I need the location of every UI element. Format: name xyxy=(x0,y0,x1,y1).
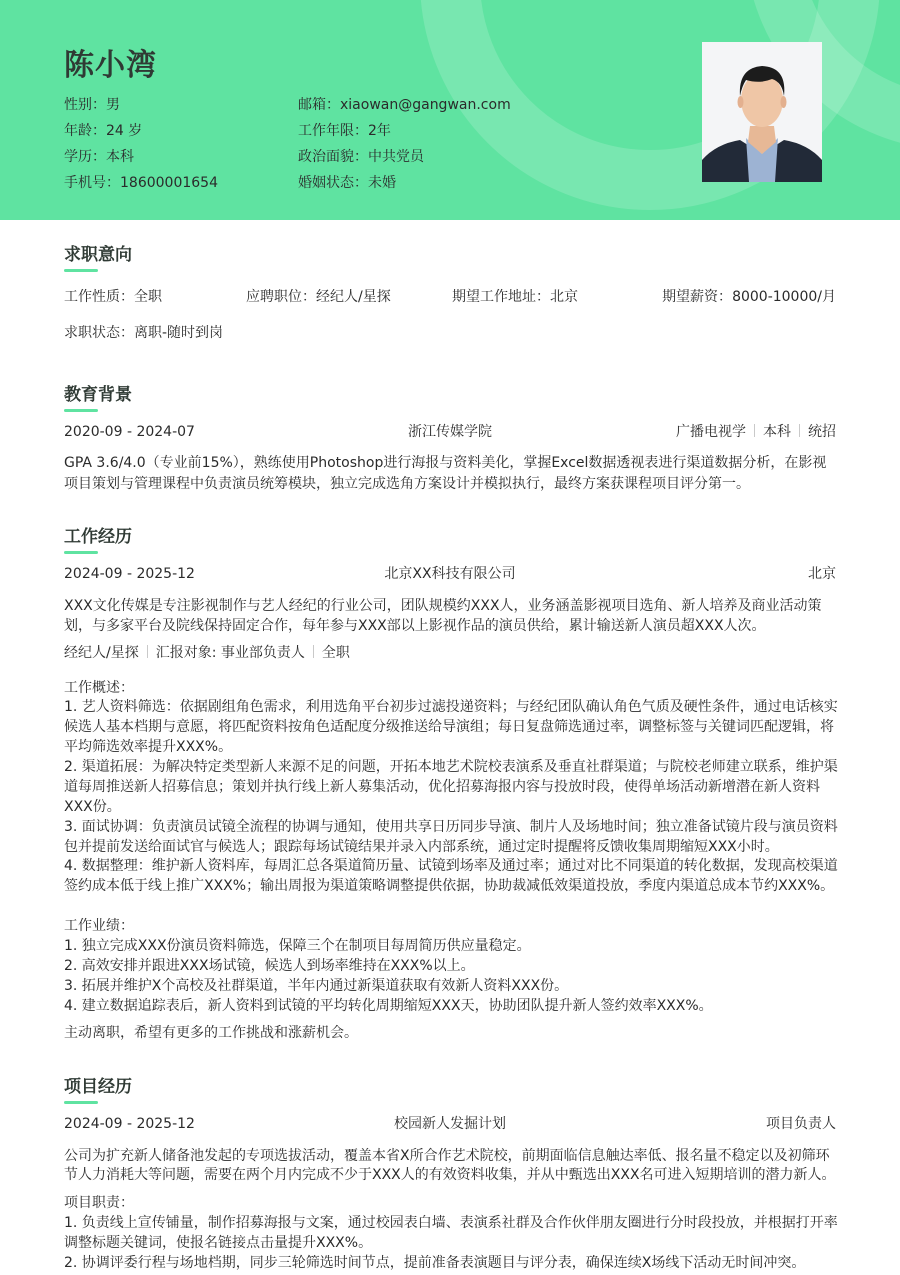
project-intro-line: 公司为扩充新人储备池发起的专项选拔活动，覆盖本省X所合作艺术院校，前期面临信息触达率低、报名量不稳定以及初筛环 xyxy=(64,1148,830,1164)
work-result-line: 2. 高效安排并跟进XXX场试镜，候选人到场率维持在XXX%以上。 xyxy=(64,958,475,974)
work-overview-line: 道每周推送新人招募信息；策划并执行线上新人募集活动，优化招募海报内容与投放时段，使得单场活动新增潜在新人资料 xyxy=(64,779,820,795)
resume-header xyxy=(0,0,900,220)
info-value: 男 xyxy=(106,97,120,113)
project-duty-line: 2. 协调评委行程与场地档期，同步三轮筛选时间节点，提前准备表演题目与评分表，确保连续X场线下活动无时间冲突。 xyxy=(64,1255,806,1271)
info-label: 手机号： xyxy=(64,175,120,191)
work-overview-line: XXX份。 xyxy=(64,799,121,815)
intent-label: 求职状态： xyxy=(64,325,134,341)
intent-status xyxy=(64,323,223,343)
intent-value: 离职-随时到岗 xyxy=(134,325,224,341)
candidate-name: 陈小湾 xyxy=(64,48,157,83)
work-overview-line: 工作概述： xyxy=(64,680,134,696)
info-value: 18600001654 xyxy=(120,175,218,191)
section-underline xyxy=(64,551,98,554)
divider xyxy=(799,424,800,437)
work-overview-line: 包并提前发送给面试官与候选人；跟踪每场试镜结果并录入内部系统，通过定时提醒将反馈收集周期缩短XXX小时。 xyxy=(64,839,779,855)
divider xyxy=(313,645,314,658)
intent-label: 应聘职位： xyxy=(246,289,316,305)
education-degree: 本科 xyxy=(763,424,791,440)
intent-label: 工作性质： xyxy=(64,289,134,305)
work-overview-line: 3. 面试协调：负责演员试镜全流程的协调与通知，使用共享日历同步导演、制片人及场地时间；独立准备试镜片段与演员资料 xyxy=(64,819,838,835)
info-label: 工作年限： xyxy=(298,123,368,139)
intent-value: 北京 xyxy=(550,289,578,305)
profile-photo xyxy=(702,42,822,182)
intent-value: 8000-10000/月 xyxy=(732,289,836,305)
section-title-work: 工作经历 xyxy=(64,527,132,547)
intent-value: 全职 xyxy=(134,289,162,305)
intent-position xyxy=(246,287,391,307)
info-phone xyxy=(64,174,218,192)
info-label: 年龄： xyxy=(64,123,106,139)
section-underline xyxy=(64,269,98,272)
info-value: 未婚 xyxy=(368,175,396,191)
work-report-to: 汇报对象: 事业部负责人 xyxy=(155,645,305,661)
info-value: 中共党员 xyxy=(368,149,424,165)
project-duty-line: 调整标题关键词，使报名链接点击量提升XXX%。 xyxy=(64,1235,373,1251)
intent-location xyxy=(452,287,578,307)
info-email xyxy=(298,96,511,114)
intent-work-type xyxy=(64,287,162,307)
work-overview-line: 2. 渠道拓展：为解决特定类型新人来源不足的问题，开拓本地艺术院校表演系及垂直社群渠道；与院校老师建立联系，维护渠 xyxy=(64,759,838,775)
work-overview-line: 4. 数据整理：维护新人资料库，每周汇总各渠道简历量、试镜到场率及通过率；通过对比不同渠道的转化数据，发现高校渠道 xyxy=(64,858,838,874)
project-duty-line: 1. 负责线上宣传铺量，制作招募海报与文案，通过校园表白墙、表演系社群及合作伙伴朋友圈进行分时段投放，并根据打开率 xyxy=(64,1215,838,1231)
info-label: 性别： xyxy=(64,97,106,113)
work-result-line: 工作业绩： xyxy=(64,918,134,934)
divider xyxy=(147,645,148,658)
work-result-line: 4. 建立数据追踪表后，新人资料到试镜的平均转化周期缩短XXX天，协助团队提升新人签约效率XXX%。 xyxy=(64,998,713,1014)
project-name: 校园新人发掘计划 xyxy=(394,1116,506,1132)
section-underline xyxy=(64,1101,98,1104)
education-type: 统招 xyxy=(808,424,836,440)
info-value: 本科 xyxy=(106,149,134,165)
info-label: 学历： xyxy=(64,149,106,165)
education-description-line: GPA 3.6/4.0（专业前15%），熟练使用Photoshop进行海报与资料美化，掌握Excel数据透视表进行渠道数据分析，在影视 xyxy=(64,455,827,471)
education-description-line: 项目策划与管理课程中负责演员统筹模块，独立完成选角方案设计并模拟执行，最终方案获课程项目评分第一。 xyxy=(64,476,750,492)
info-political-status xyxy=(298,148,424,166)
work-position: 经纪人/星探 xyxy=(64,645,139,661)
work-result-line: 1. 独立完成XXX份演员资料筛选，保障三个在制项目每周简历供应量稳定。 xyxy=(64,938,531,954)
info-age xyxy=(64,122,142,140)
section-underline xyxy=(64,409,98,412)
info-gender xyxy=(64,96,120,114)
person-portrait-icon xyxy=(702,42,822,182)
work-job-type: 全职 xyxy=(321,645,350,661)
intent-value: 经纪人/星探 xyxy=(316,289,391,305)
education-meta xyxy=(560,422,836,442)
info-label: 婚姻状态： xyxy=(298,175,368,191)
work-period: 2024-09 - 2025-12 xyxy=(64,566,195,582)
info-work-years xyxy=(298,122,391,140)
work-overview-line: 签约成本低于线上推广XXX%；输出周报为渠道策略调整提供依据，协助裁减低效渠道投放，季度内渠道总成本节约XXX%。 xyxy=(64,878,835,894)
work-overview-line: 平均筛选效率提升XXX%。 xyxy=(64,739,233,755)
project-intro-line: 节人力消耗大等问题，需要在两个月内完成不少于XXX人的有效资料收集，并从中甄选出XXX名可进入短期培训的潜力新人。 xyxy=(64,1167,836,1183)
work-role-meta xyxy=(64,643,350,663)
work-leave-reason: 主动离职，希望有更多的工作挑战和涨薪机会。 xyxy=(64,1025,358,1041)
info-label: 邮箱： xyxy=(298,97,340,113)
info-label: 政治面貌： xyxy=(298,149,368,165)
work-city: 北京 xyxy=(808,566,836,582)
education-major: 广播电视学 xyxy=(676,424,746,440)
work-overview-line: 1. 艺人资料筛选：依据剧组角色需求，利用选角平台初步过滤投递资料；与经纪团队确认角色气质及硬性条件，通过电话核实 xyxy=(64,699,838,715)
work-company-intro-line: 划，与多家平台及院线保持固定合作，每年参与XXX部以上影视作品的演员供给，累计输送新人演员超XXX人次。 xyxy=(64,618,766,634)
info-value: 24 岁 xyxy=(106,123,143,139)
section-title-project: 项目经历 xyxy=(64,1077,132,1097)
education-school: 浙江传媒学院 xyxy=(408,424,492,440)
info-marital-status xyxy=(298,174,396,192)
section-title-job-intent: 求职意向 xyxy=(64,245,132,265)
project-role: 项目负责人 xyxy=(766,1116,836,1132)
info-value: 2年 xyxy=(368,123,391,139)
intent-label: 期望工作地址： xyxy=(452,289,550,305)
info-education xyxy=(64,148,134,166)
section-title-education: 教育背景 xyxy=(64,385,132,405)
work-overview-line: 候选人基本档期与意愿，将匹配资料按角色适配度分级推送给导演组；每日复盘筛选通过率，调整标签与关键词匹配逻辑，将 xyxy=(64,719,834,735)
work-company: 北京XX科技有限公司 xyxy=(384,566,516,582)
intent-salary xyxy=(600,287,836,307)
education-period: 2020-09 - 2024-07 xyxy=(64,424,195,440)
project-duty-line: 项目职责： xyxy=(64,1195,134,1211)
project-period: 2024-09 - 2025-12 xyxy=(64,1116,195,1132)
work-result-line: 3. 拓展并维护X个高校及社群渠道，半年内通过新渠道获取有效新人资料XXX份。 xyxy=(64,978,569,994)
work-company-intro-line: XXX文化传媒是专注影视制作与艺人经纪的行业公司，团队规模约XXX人，业务涵盖影视项目选角、新人培养及商业活动策 xyxy=(64,598,822,614)
info-value: xiaowan@gangwan.com xyxy=(340,97,511,113)
intent-label: 期望薪资： xyxy=(662,289,733,305)
divider xyxy=(754,424,755,437)
